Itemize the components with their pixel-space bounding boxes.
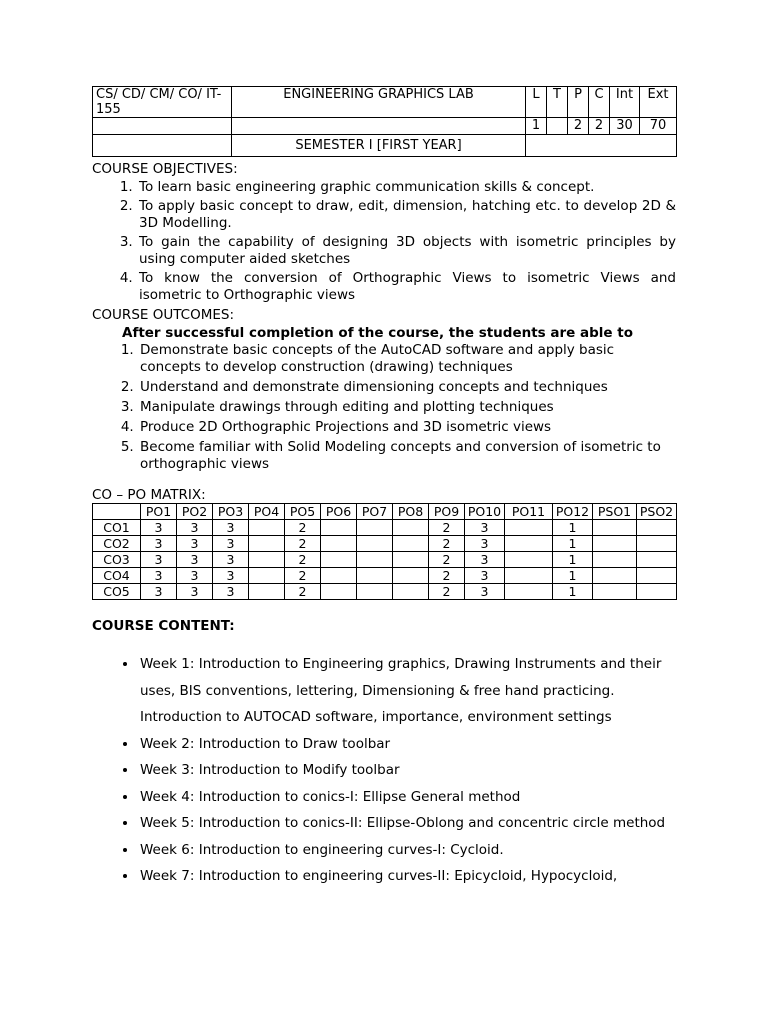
matrix-column-header: PSO2	[637, 504, 677, 520]
matrix-cell	[393, 568, 429, 584]
matrix-column-header: PO8	[393, 504, 429, 520]
col-c: C	[589, 87, 610, 118]
matrix-cell: 2	[429, 536, 465, 552]
empty-cell	[526, 135, 677, 157]
objective-item: 3. To gain the capability of designing 3D objects with isometric principles by using computer aided sketches	[137, 234, 676, 268]
week-item: • Week 6: Introduction to engineering curves-I: Cycloid.	[138, 837, 676, 864]
matrix-column-header: PO9	[429, 504, 465, 520]
matrix-cell: 3	[213, 520, 249, 536]
val-ext: 70	[640, 118, 677, 135]
matrix-row	[93, 584, 677, 600]
course-title: ENGINEERING GRAPHICS LAB	[232, 87, 526, 118]
matrix-cell	[505, 584, 553, 600]
objectives-list	[92, 179, 676, 304]
matrix-cell	[637, 568, 677, 584]
matrix-cell	[637, 584, 677, 600]
matrix-cell: 2	[285, 552, 321, 568]
matrix-cell	[637, 520, 677, 536]
co-po-matrix	[92, 503, 677, 600]
matrix-cell	[357, 584, 393, 600]
matrix-row-label: CO3	[93, 552, 141, 568]
empty-cell	[93, 118, 232, 135]
matrix-cell: 3	[465, 584, 505, 600]
week-item	[138, 651, 676, 731]
matrix-cell: 3	[213, 552, 249, 568]
objective-item: 2. To apply basic concept to draw, edit, dimension, hatching etc. to develop 2D & 3D Modelling.	[137, 198, 676, 232]
outcome-item: 1. Demonstrate basic concepts of the AutoCAD software and apply basic concepts to develop construction (drawing) techniques	[138, 342, 676, 376]
outcome-item: 3. Manipulate drawings through editing and plotting techniques	[138, 399, 676, 416]
matrix-row-label: CO1	[93, 520, 141, 536]
matrix-cell	[321, 568, 357, 584]
matrix-cell: 1	[553, 520, 593, 536]
matrix-cell	[249, 568, 285, 584]
matrix-column-header: PO12	[553, 504, 593, 520]
matrix-column-header: PO4	[249, 504, 285, 520]
col-p: P	[568, 87, 589, 118]
matrix-cell	[393, 552, 429, 568]
matrix-row-label: CO4	[93, 568, 141, 584]
objective-item: 4. To know the conversion of Orthographic Views to isometric Views and isometric to Orthographic views	[137, 270, 676, 304]
matrix-cell	[249, 536, 285, 552]
val-c: 2	[589, 118, 610, 135]
week-item: • Week 2: Introduction to Draw toolbar	[138, 731, 676, 758]
matrix-cell: 3	[465, 552, 505, 568]
matrix-cell	[505, 568, 553, 584]
matrix-cell: 3	[141, 552, 177, 568]
matrix-cell: 3	[177, 552, 213, 568]
matrix-cell: 1	[553, 552, 593, 568]
matrix-column-header: PO1	[141, 504, 177, 520]
col-ext: Ext	[640, 87, 677, 118]
outcome-item: 2. Understand and demonstrate dimensioning concepts and techniques	[138, 379, 676, 396]
week-1-extra: Introduction to AUTOCAD software, importance, environment settings	[140, 709, 612, 725]
outcomes-list	[92, 342, 676, 473]
matrix-cell	[505, 536, 553, 552]
val-t	[547, 118, 568, 135]
matrix-cell	[393, 584, 429, 600]
matrix-header-row	[93, 504, 677, 520]
matrix-cell: 3	[213, 584, 249, 600]
matrix-cell: 2	[429, 568, 465, 584]
matrix-cell	[593, 536, 637, 552]
matrix-heading: CO – PO MATRIX:	[92, 487, 206, 503]
matrix-cell	[357, 520, 393, 536]
matrix-cell: 3	[465, 536, 505, 552]
matrix-column-header: PO2	[177, 504, 213, 520]
matrix-cell	[321, 584, 357, 600]
matrix-cell	[393, 520, 429, 536]
matrix-cell	[249, 552, 285, 568]
matrix-cell: 2	[285, 536, 321, 552]
matrix-cell	[593, 584, 637, 600]
matrix-cell: 1	[553, 568, 593, 584]
matrix-cell: 2	[429, 552, 465, 568]
matrix-cell: 2	[285, 584, 321, 600]
document-page	[92, 86, 676, 890]
matrix-cell: 2	[285, 568, 321, 584]
matrix-column-header: PO7	[357, 504, 393, 520]
semester-label: SEMESTER I [FIRST YEAR]	[232, 135, 526, 157]
matrix-cell: 3	[141, 584, 177, 600]
matrix-cell: 2	[429, 584, 465, 600]
matrix-row	[93, 552, 677, 568]
empty-cell	[232, 118, 526, 135]
matrix-cell	[593, 520, 637, 536]
matrix-cell: 3	[141, 520, 177, 536]
matrix-cell	[357, 552, 393, 568]
matrix-cell: 3	[141, 568, 177, 584]
week-item: • Week 5: Introduction to conics-II: Ellipse-Oblong and concentric circle method	[138, 810, 676, 837]
outcomes-heading: COURSE OUTCOMES:	[92, 307, 235, 323]
matrix-row	[93, 568, 677, 584]
matrix-column-header	[93, 504, 141, 520]
matrix-row	[93, 536, 677, 552]
outcome-item: 5. Become familiar with Solid Modeling concepts and conversion of isometric to orthographic views	[138, 439, 676, 473]
matrix-cell: 2	[429, 520, 465, 536]
matrix-cell	[357, 536, 393, 552]
matrix-column-header: PO5	[285, 504, 321, 520]
matrix-cell: 3	[177, 568, 213, 584]
matrix-cell: 3	[213, 536, 249, 552]
matrix-cell	[593, 552, 637, 568]
matrix-cell	[593, 568, 637, 584]
matrix-cell: 3	[177, 520, 213, 536]
col-l: L	[526, 87, 547, 118]
matrix-column-header: PSO1	[593, 504, 637, 520]
matrix-cell	[637, 552, 677, 568]
matrix-column-header: PO10	[465, 504, 505, 520]
week-item: • Week 7: Introduction to engineering curves-II: Epicycloid, Hypocycloid,	[138, 863, 676, 890]
matrix-cell	[637, 536, 677, 552]
matrix-cell: 3	[213, 568, 249, 584]
val-int: 30	[610, 118, 640, 135]
objectives-heading: COURSE OBJECTIVES:	[92, 161, 238, 177]
matrix-cell	[321, 536, 357, 552]
matrix-cell	[249, 520, 285, 536]
matrix-cell: 3	[465, 568, 505, 584]
matrix-column-header: PO3	[213, 504, 249, 520]
matrix-cell	[393, 536, 429, 552]
week-item: • Week 3: Introduction to Modify toolbar	[138, 757, 676, 784]
col-t: T	[547, 87, 568, 118]
matrix-cell: 2	[285, 520, 321, 536]
content-list	[92, 651, 676, 890]
matrix-cell: 3	[465, 520, 505, 536]
matrix-cell	[321, 520, 357, 536]
matrix-column-header: PO6	[321, 504, 357, 520]
matrix-cell: 3	[141, 536, 177, 552]
course-header-table	[92, 86, 677, 157]
week-1-text: Week 1: Introduction to Engineering graphics, Drawing Instruments and their uses, BIS conventions, lettering, Dimensioning & free hand practicing.	[140, 656, 662, 699]
matrix-cell: 3	[177, 536, 213, 552]
matrix-cell: 1	[553, 536, 593, 552]
outcome-item: 4. Produce 2D Orthographic Projections and 3D isometric views	[138, 419, 676, 436]
matrix-column-header: PO11	[505, 504, 553, 520]
week-item: • Week 4: Introduction to conics-I: Ellipse General method	[138, 784, 676, 811]
matrix-cell	[249, 584, 285, 600]
matrix-cell	[321, 552, 357, 568]
matrix-cell: 1	[553, 584, 593, 600]
matrix-cell	[357, 568, 393, 584]
course-code: CS/ CD/ CM/ CO/ IT-155	[93, 87, 232, 118]
matrix-row-label: CO2	[93, 536, 141, 552]
matrix-row	[93, 520, 677, 536]
empty-cell	[93, 135, 232, 157]
val-l: 1	[526, 118, 547, 135]
matrix-cell	[505, 520, 553, 536]
matrix-row-label: CO5	[93, 584, 141, 600]
val-p: 2	[568, 118, 589, 135]
col-int: Int	[610, 87, 640, 118]
matrix-cell	[505, 552, 553, 568]
matrix-cell: 3	[177, 584, 213, 600]
objective-item: 1. To learn basic engineering graphic communication skills & concept.	[137, 179, 676, 196]
outcomes-lead: After successful completion of the course, the students are able to	[122, 325, 634, 341]
content-heading: COURSE CONTENT:	[92, 618, 235, 634]
